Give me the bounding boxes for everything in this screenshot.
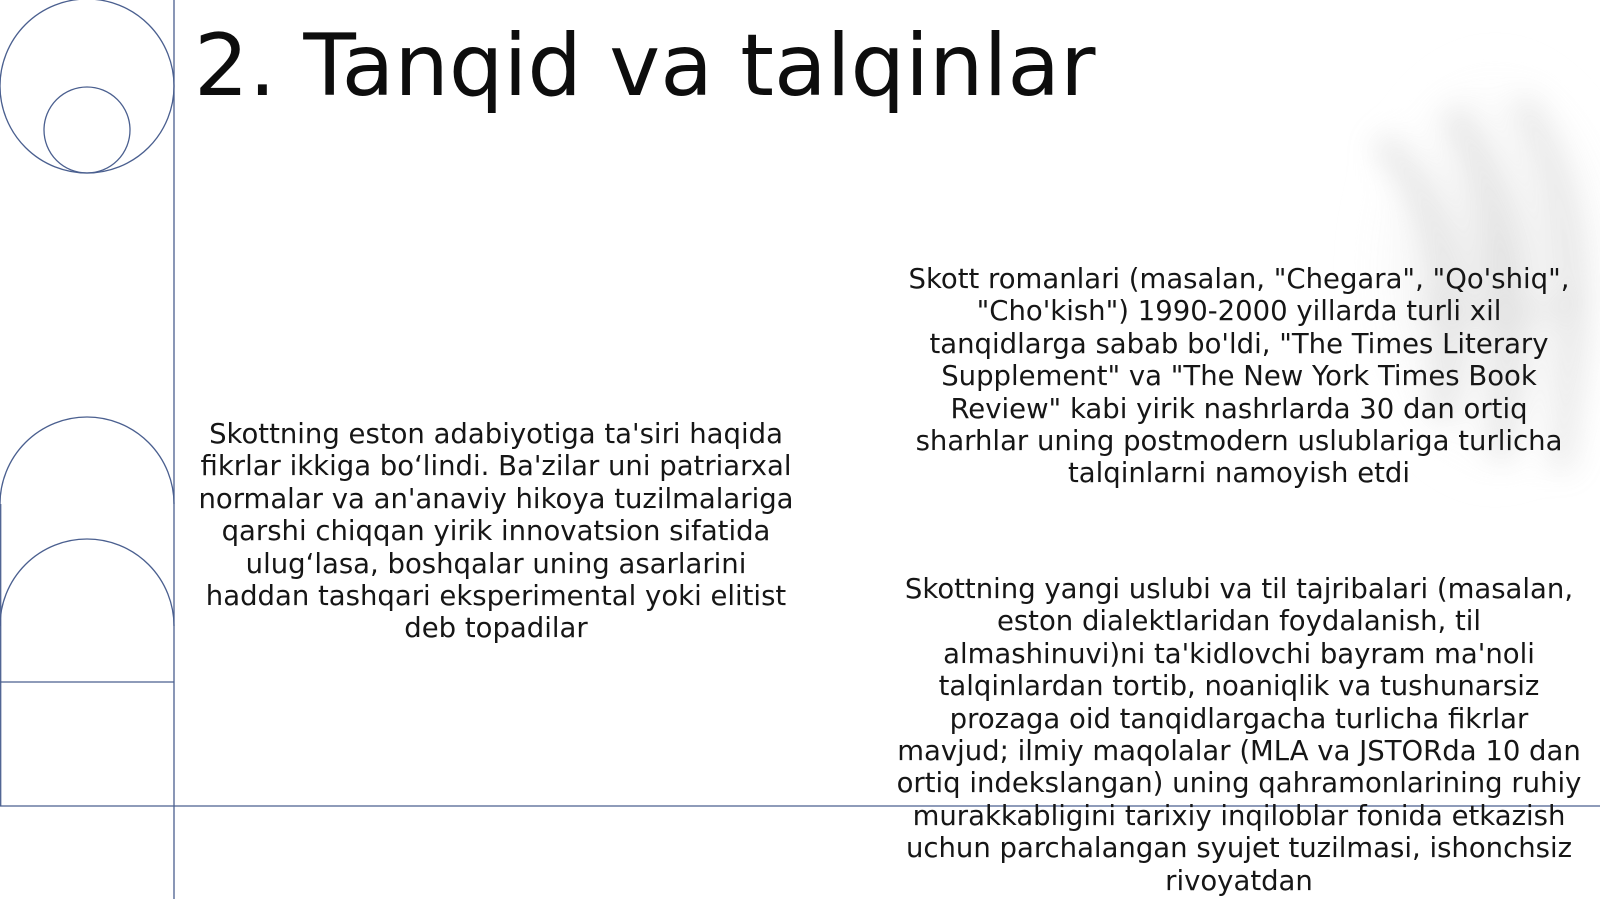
small-circle-outline xyxy=(44,87,130,173)
right-paragraph-top: Skott romanlari (masalan, "Chegara", "Qo'shiq", "Cho'kish") 1990-2000 yillarda turli xil tanqidlarga sabab bo'ldi, "The Times Literary Supplement" va "The New York Times Book Review" kabi yirik nashrlarda 30 dan ortiq sharhlar uning postmodern uslublariga turlicha talqinlarni namoyish etdi xyxy=(908,263,1570,490)
slide-title: 2. Tanqid va talqinlar xyxy=(194,16,1096,116)
upper-arch-outline xyxy=(0,417,174,504)
lower-arch-outline xyxy=(0,539,174,626)
right-paragraph-bottom: Skottning yangi uslubi va til tajribalari (masalan, eston dialektlaridan foydalanish, til almashinuvi)ni ta'kidlovchi bayram ma'noli talqinlardan tortib, noaniqlik va tushunarsiz prozaga oid tanqidlargacha turlicha fikrlar mavjud; ilmiy maqolalar (MLA va JSTORda 10 dan ortiq indekslangan) uning qahramonlarining ruhiy murakkabligini tarixiy inqiloblar fonida etkazish uchun parchalangan syujet tuzilmasi, ishonchsiz rivoyatdan xyxy=(896,573,1582,897)
left-paragraph: Skottning eston adabiyotiga ta'siri haqida fikrlar ikkiga bo‘lindi. Ba'zilar uni patriarxal normalar va an'anaviy hikoya tuzilmalariga qarshi chiqqan yirik innovatsion sifatida ulug‘lasa, boshqalar uning asarlarini haddan tashqari eksperimental yoki elitist deb topadilar xyxy=(198,418,794,645)
